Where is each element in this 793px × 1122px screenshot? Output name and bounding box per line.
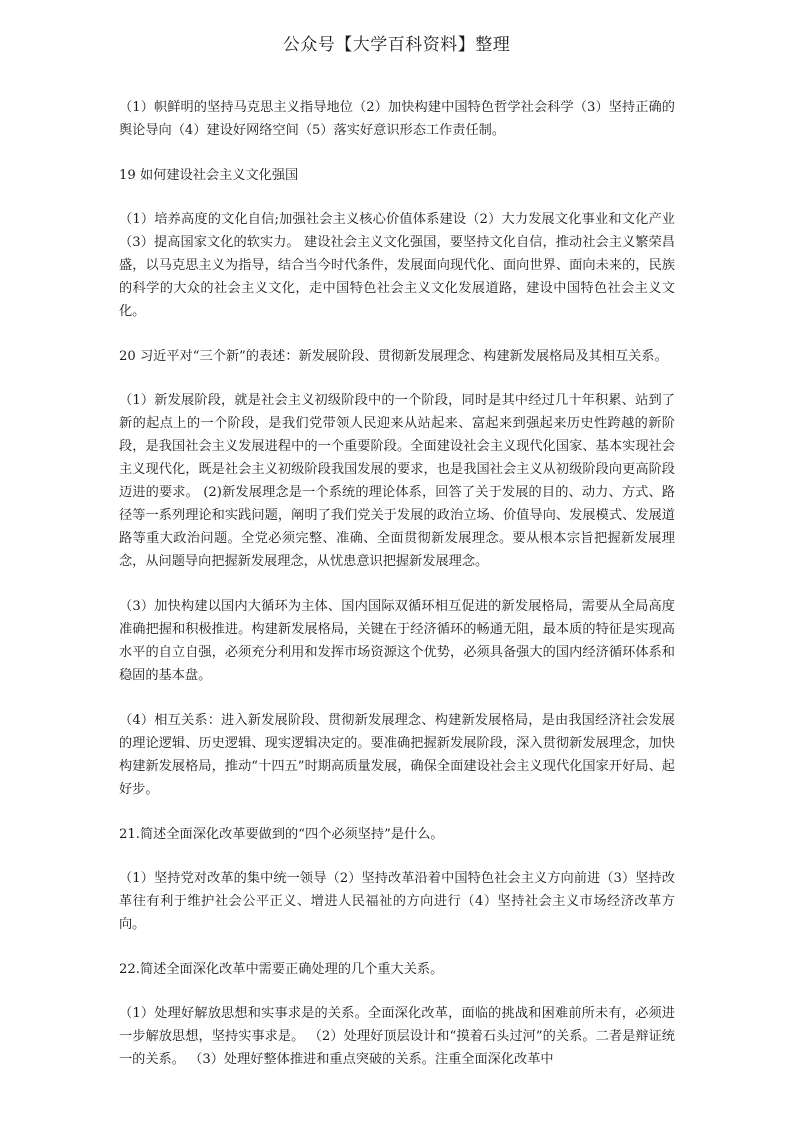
paragraph-q20-part4: （4）相互关系：进入新发展阶段、贯彻新发展理念、构建新发展格局，是由我国经济社会发展的理论逻辑、历史逻辑、现实逻辑决定的。要准确把握新发展阶段，深入贯彻新发展理念，加快构建新发展格局，推动“十四五”时期高质量发展，确保全面建设社会主义现代化国家开好局、起好步。 (119, 713, 675, 797)
paragraph-q20-part3: （3）加快构建以国内大循环为主体、国内国际双循环相互促进的新发展格局，需要从全局高度准确把握和积极推进。构建新发展格局，关键在于经济循环的畅通无阻，最本质的特征是实现高水平的自立自强，必须充分利用和发挥市场资源这个优势，必须具备强大的国内经济循环体系和稳固的基本盘。 (119, 599, 675, 683)
heading-q20: 20 习近平对“三个新”的表述：新发展阶段、贯彻新发展理念、构建新发展格局及其相互关系。 (119, 349, 668, 364)
heading-q19: 19 如何建设社会主义文化强国 (119, 168, 299, 183)
paragraph-q20-part1-2: （1）新发展阶段，就是社会主义初级阶段中的一个阶段，同时是其中经过几十年积累、站到了新的起点上的一个阶段，是我们党带领人民迎来从站起来、富起来到强起来历史性跨越的新阶段，是我国社会主义发展进程中的一个重要阶段。全面建设社会主义现代化国家、基本实现社会主义现代化，既是社会主义初级阶段我国发展的要求，也是我国社会主义从初级阶段向更高阶段迈进的要求。 (2)新发展理念是一个系统的理论体系，回答了关于发展的目的、动力、方式、路径等一系列理论和实践问题，阐明了我们党关于发展的政治立场、价值导向、发展模式、发展道路等重大政治问题。全党必须完整、准确、全面贯彻新发展理念。要从根本宗旨把握新发展理念，从问题导向把握新发展理念，从忧患意识把握新发展理念。 (119, 393, 675, 569)
document-body (119, 96, 675, 1093)
page-header: 公众号【大学百科资料】整理 (282, 35, 511, 55)
heading-q22: 22.简述全面深化改革中需要正确处理的几个重大关系。 (119, 962, 444, 977)
heading-q21: 21.简述全面深化改革要做到的“四个必须坚持”是什么。 (119, 827, 444, 842)
paragraph-ideology-measures: （1）帜鲜明的坚持马克思主义指导地位（2）加快构建中国特色哲学社会科学（3）坚持正确的舆论导向（4）建设好网络空间（5）落实好意识形态工作责任制。 (119, 100, 675, 138)
paragraph-q22-answer: （1）处理好解放思想和实事求是的关系。全面深化改革，面临的挑战和困难前所未有，必须进一步解放思想，坚持实事求是。 （2）处理好顶层设计和“摸着石头过河”的关系。二者是辩证统一的关系。 （3）处理好整体推进和重点突破的关系。注重全面深化改革中 (119, 1006, 675, 1067)
paragraph-q21-answer: （1）坚持党对改革的集中统一领导（2）坚持改革沿着中国特色社会主义方向前进（3）坚持改革往有利于维护社会公平正义、增进人民福祉的方向进行（4）坚持社会主义市场经济改革方向。 (119, 871, 675, 932)
paragraph-q19-answer: （1）培养高度的文化自信;加强社会主义核心价值体系建设（2）大力发展文化事业和文化产业（3）提高国家文化的软实力。 建设社会主义文化强国，要坚持文化自信，推动社会主义繁荣昌盛，以马克思主义为指导，结合当今时代条件，发展面向现代化、面向世界、面向未来的，民族的科学的大众的社会主义文化，走中国特色社会主义文化发展道路，建设中国特色社会主义文化。 (119, 212, 675, 319)
